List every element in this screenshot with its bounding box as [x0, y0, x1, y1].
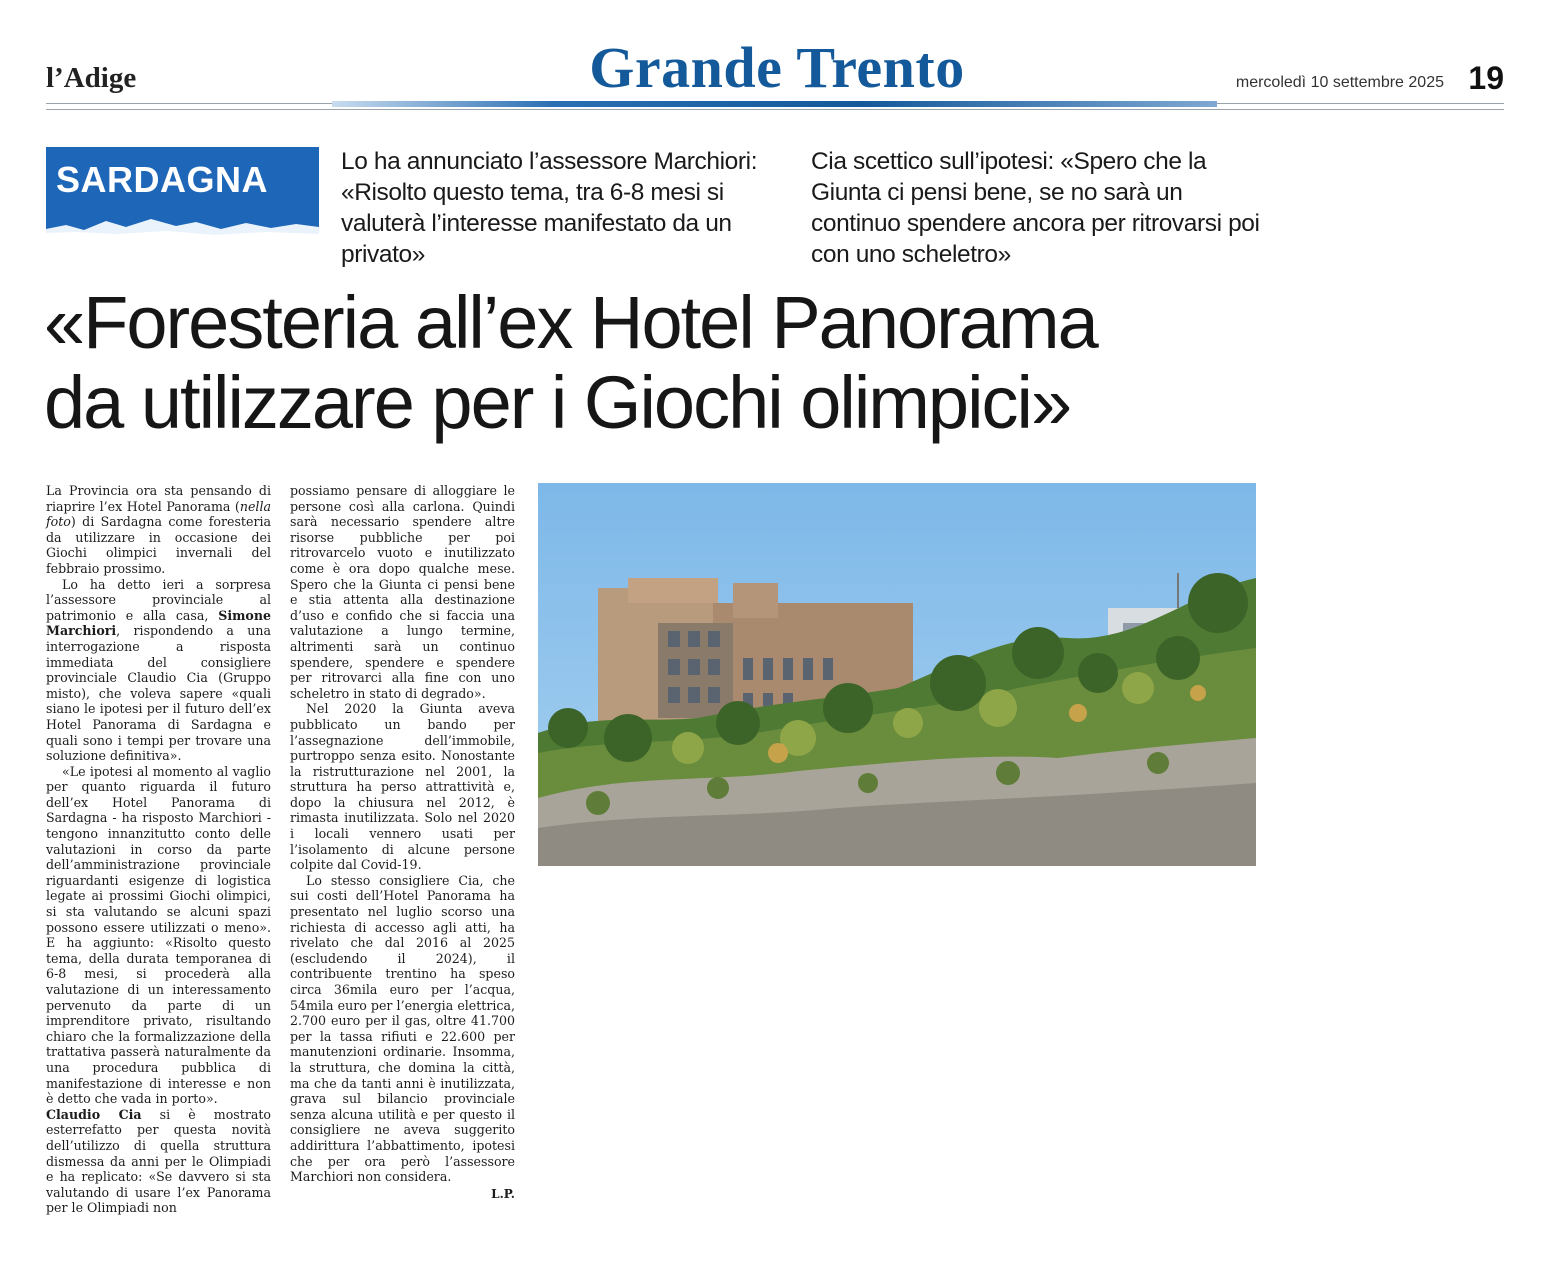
- masthead-logo: l’Adige: [46, 62, 137, 94]
- article-paragraph-2: Lo ha detto ieri a sorpresa l’assessore provinciale al patrimonio e alla casa, Simone Marchiori, rispondendo a una interrogazione a risposta immediata del consigliere provinciale Claudio Cia (Gruppo misto), che voleva sapere «quali siano le ipotesi per il futuro dell’ex Hotel Panorama di Sardagna e quali sono i tempi per trovare una soluzione definitiva».: [46, 576, 271, 764]
- article-column-1: [46, 483, 271, 1216]
- mountain-silhouette-icon: [46, 199, 319, 239]
- article-paragraph-3: «Le ipotesi al momento al vaglio per quanto riguarda il futuro dell’ex Hotel Panorama di Sardagna - ha risposto Marchiori - tengono innanzitutto conto delle valutazioni in corso da parte dell’amministrazione provinciale riguardanti esigenze di logistica legate ai prossimi Giochi olimpici, si sta valutando se alcuni spazi possono essere utilizzati o meno». E ha aggiunto: «Risolto questo tema, della durata temporanea di 6-8 mesi, si procederà alla valutazione di un interessamento pervenuto da parte di un imprenditore privato, risultando chiaro che la formalizzazione della trattativa passerà naturalmente da una procedura pubblica di manifestazione di interesse e non è detto che vada in porto».: [46, 763, 271, 1107]
- article-paragraph-1: La Provincia ora sta pensando di riaprire l’ex Hotel Panorama (nella foto) di Sardagna come foresteria da utilizzare in occasione dei Giochi olimpici invernali del febbraio prossimo.: [46, 483, 271, 576]
- headline: [44, 283, 1274, 443]
- header-accent-bar: [332, 101, 1217, 107]
- deck-left: Lo ha annunciato l’assessore Marchiori: «Risolto questo tema, tra 6-8 mesi si valuterà l’interesse manifestato da un privato»: [341, 148, 758, 268]
- paragraph-4-text: si è mostrato esterrefatto per questa novità dell’utilizzo di quella struttura dismessa da anni per le Olimpiadi e ha replicato: «Se davvero si sta valutando di usare l’ex Panorama per le Olimpiadi non: [46, 1106, 271, 1216]
- deck-right: Cia scettico sull’ipotesi: «Spero che la Giunta ci pensi bene, se no sarà un continuo spendere ancora per ritrovarsi poi con uno scheletro»: [811, 148, 1260, 268]
- person-name: Simone Marchiori: [46, 607, 271, 639]
- hotel-panorama-photo: [538, 483, 1256, 866]
- page-number: 19: [1468, 60, 1504, 96]
- article-photo: [538, 483, 1256, 866]
- page-date: mercoledì 10 settembre 2025: [1235, 74, 1444, 91]
- kicker-box: [46, 147, 319, 239]
- section-title: Grande Trento: [589, 35, 965, 100]
- article-column-2: [290, 483, 515, 1202]
- byline: L.P.: [491, 1186, 515, 1201]
- article-paragraph-5: Nel 2020 la Giunta aveva pubblicato un bando per l’assegnazione dell’immobile, purtroppo senza esito. Nonostante la ristrutturazione nel 2001, la struttura ha perso attrattività e, dopo la chiusura nel 2012, è rimasta inutilizzata. Solo nel 2020 i locali vennero usati per l’isolamento di alcune persone colpite dal Covid-19.: [290, 701, 515, 873]
- headline-line-2: da utilizzare per i Giochi olimpici»: [44, 361, 1071, 444]
- kicker-label: SARDAGNA: [56, 159, 269, 200]
- article-paragraph-4-start: [46, 1107, 271, 1216]
- article-paragraph-4-continued: possiamo pensare di alloggiare le persone così alla carlona. Quindi sarà necessario spendere altre risorse pubbliche per poi ritrovarcelo vuoto e inutilizzato come è ora dopo qualche mese. Spero che la Giunta ci pensi bene e stia attenta alla destinazione d’uso e confido che si faccia una valutazione a lungo termine, altrimenti sarà un continuo spendere, spendere e spendere per ritrovarci alla fine con uno scheletro in stato di degrado».: [290, 483, 515, 701]
- photo-reference: nella foto: [46, 498, 271, 530]
- header-rule-secondary: [46, 109, 1504, 110]
- person-name: Claudio Cia: [46, 1106, 142, 1122]
- article-paragraph-6: Lo stesso consigliere Cia, che sui costi dell’Hotel Panorama ha presentato nel luglio scorso una richiesta di accesso agli atti, ha rivelato che dal 2016 al 2025 (escludendo il 2024), il contribuente trentino ha speso circa 36mila euro per l’acqua, 54mila euro per l’energia elettrica, 2.700 euro per il gas, oltre 41.700 per la tassa rifiuti e 22.600 per manutenzioni ordinarie. Insomma, la struttura, che domina la città, ma che da tanti anni è inutilizzata, grava sul bilancio provinciale senza alcuna utilità e per questo il consigliere ne aveva suggerito addirittura l’abbattimento, ipotesi che per ora però l’assessore Marchiori non considera.: [290, 872, 515, 1185]
- headline-line-1: «Foresteria all’ex Hotel Panorama: [44, 281, 1097, 364]
